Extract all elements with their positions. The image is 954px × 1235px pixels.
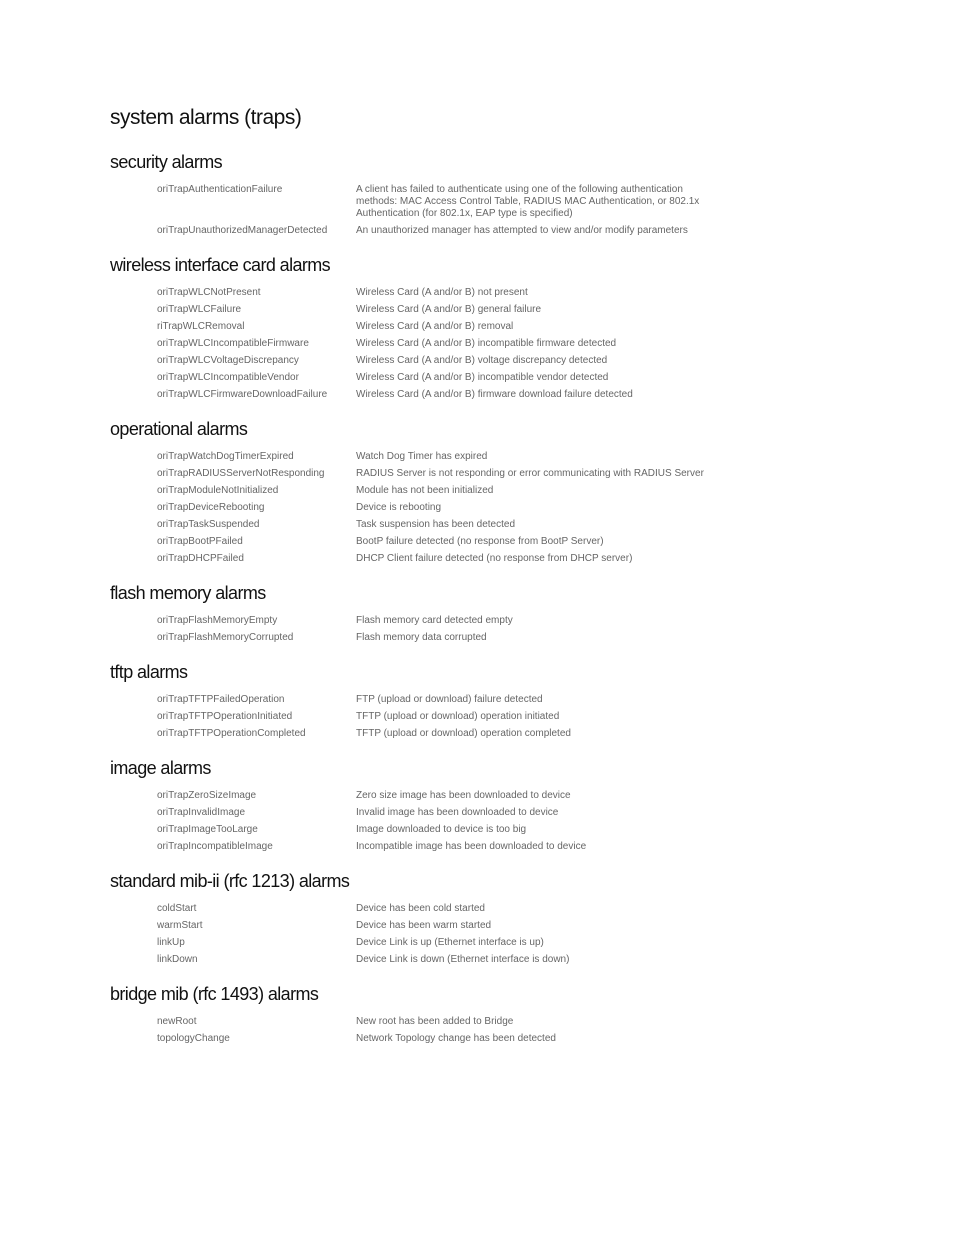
alarm-row bbox=[157, 304, 870, 316]
alarm-name: linkUp bbox=[157, 937, 185, 948]
alarm-description: A client has failed to authenticate using one of the following authentication methods: MAC Access Control Table, RADIUS MAC Authentication, or 802.1x Authentication (for 802.1x, EAP type is specified) bbox=[356, 184, 700, 219]
alarm-name: oriTrapWLCIncompatibleFirmware bbox=[157, 338, 309, 349]
alarm-name: oriTrapAuthenticationFailure bbox=[157, 184, 283, 195]
section-standard-mib-ii-alarms bbox=[110, 869, 870, 982]
alarm-description: Watch Dog Timer has expired bbox=[356, 451, 488, 462]
alarm-name: oriTrapDHCPFailed bbox=[157, 553, 244, 564]
alarm-row bbox=[157, 519, 870, 531]
alarm-name: oriTrapTaskSuspended bbox=[157, 519, 260, 530]
alarm-row bbox=[157, 1016, 870, 1028]
alarm-name: oriTrapTFTPFailedOperation bbox=[157, 694, 285, 705]
alarm-row bbox=[157, 1033, 870, 1045]
alarm-name: oriTrapZeroSizeImage bbox=[157, 790, 257, 801]
alarm-row bbox=[157, 553, 870, 565]
alarm-name: oriTrapModuleNotInitialized bbox=[157, 485, 279, 496]
alarm-row bbox=[157, 338, 870, 350]
alarm-row bbox=[157, 615, 870, 627]
alarm-row bbox=[157, 502, 870, 514]
alarm-name: oriTrapWLCIncompatibleVendor bbox=[157, 372, 299, 383]
alarm-description: Wireless Card (A and/or B) removal bbox=[356, 321, 514, 332]
alarm-row bbox=[157, 694, 870, 706]
alarm-name: oriTrapWLCFirmwareDownloadFailure bbox=[157, 389, 328, 400]
alarm-row bbox=[157, 728, 870, 740]
alarm-row bbox=[157, 790, 870, 802]
section-tftp-alarms bbox=[110, 660, 870, 756]
section-flash-memory-alarms bbox=[110, 581, 870, 660]
alarm-name: oriTrapDeviceRebooting bbox=[157, 502, 265, 513]
alarm-row bbox=[157, 225, 870, 237]
section-heading: security alarms bbox=[110, 152, 223, 172]
alarm-row bbox=[157, 468, 870, 480]
alarm-description: Flash memory card detected empty bbox=[356, 615, 513, 626]
alarm-name: topologyChange bbox=[157, 1033, 230, 1044]
alarm-row bbox=[157, 485, 870, 497]
alarm-row bbox=[157, 321, 870, 333]
section-image-alarms bbox=[110, 756, 870, 869]
alarm-description: Device Link is up (Ethernet interface is up) bbox=[356, 937, 544, 948]
alarm-description: Wireless Card (A and/or B) not present bbox=[356, 287, 528, 298]
alarm-description: Network Topology change has been detected bbox=[356, 1033, 556, 1044]
alarm-description: Wireless Card (A and/or B) voltage discrepancy detected bbox=[356, 355, 608, 366]
section-security-alarms bbox=[110, 150, 870, 253]
alarm-description: An unauthorized manager has attempted to view and/or modify parameters bbox=[356, 225, 688, 236]
alarm-name: oriTrapWatchDogTimerExpired bbox=[157, 451, 294, 462]
alarm-name: linkDown bbox=[157, 954, 198, 965]
alarm-description: RADIUS Server is not responding or error communicating with RADIUS Server bbox=[356, 468, 704, 479]
alarm-row bbox=[157, 536, 870, 548]
alarm-description: FTP (upload or download) failure detected bbox=[356, 694, 543, 705]
alarm-row bbox=[157, 632, 870, 644]
section-heading: image alarms bbox=[110, 758, 211, 778]
alarm-description: Invalid image has been downloaded to device bbox=[356, 807, 559, 818]
section-heading: operational alarms bbox=[110, 419, 248, 439]
alarm-name: oriTrapFlashMemoryEmpty bbox=[157, 615, 278, 626]
alarm-name: warmStart bbox=[157, 920, 203, 931]
alarm-name: oriTrapTFTPOperationCompleted bbox=[157, 728, 306, 739]
alarm-description: New root has been added to Bridge bbox=[356, 1016, 514, 1027]
alarm-name: oriTrapImageTooLarge bbox=[157, 824, 258, 835]
alarm-row bbox=[157, 824, 870, 836]
section-bridge-mib-alarms bbox=[110, 982, 870, 1045]
alarm-description: Task suspension has been detected bbox=[356, 519, 515, 530]
alarm-name: oriTrapWLCVoltageDiscrepancy bbox=[157, 355, 299, 366]
alarm-name: oriTrapBootPFailed bbox=[157, 536, 243, 547]
alarm-name: coldStart bbox=[157, 903, 197, 914]
alarm-row bbox=[157, 954, 870, 966]
alarm-row bbox=[157, 920, 870, 932]
alarm-description: Wireless Card (A and/or B) general failure bbox=[356, 304, 542, 315]
alarm-description: TFTP (upload or download) operation completed bbox=[356, 728, 571, 739]
alarm-row bbox=[157, 451, 870, 463]
alarm-name: riTrapWLCRemoval bbox=[157, 321, 245, 332]
alarm-name: oriTrapIncompatibleImage bbox=[157, 841, 273, 852]
alarm-row bbox=[157, 372, 870, 384]
alarm-description: Device has been cold started bbox=[356, 903, 485, 914]
alarm-description: Device is rebooting bbox=[356, 502, 442, 513]
section-heading: standard mib-ii (rfc 1213) alarms bbox=[110, 871, 350, 891]
alarm-description: Wireless Card (A and/or B) incompatible firmware detected bbox=[356, 338, 617, 349]
alarm-row bbox=[157, 807, 870, 819]
alarm-name: oriTrapInvalidImage bbox=[157, 807, 246, 818]
section-wireless-interface-card-alarms bbox=[110, 253, 870, 417]
alarm-row bbox=[157, 287, 870, 299]
alarm-description: BootP failure detected (no response from BootP Server) bbox=[356, 536, 604, 547]
alarm-name: oriTrapFlashMemoryCorrupted bbox=[157, 632, 294, 643]
alarm-description: Zero size image has been downloaded to device bbox=[356, 790, 571, 801]
section-operational-alarms bbox=[110, 417, 870, 581]
alarm-description: Wireless Card (A and/or B) incompatible vendor detected bbox=[356, 372, 609, 383]
alarm-name: oriTrapTFTPOperationInitiated bbox=[157, 711, 293, 722]
alarm-description: DHCP Client failure detected (no response from DHCP server) bbox=[356, 553, 633, 564]
alarm-description: Wireless Card (A and/or B) firmware download failure detected bbox=[356, 389, 633, 400]
alarm-description: Flash memory data corrupted bbox=[356, 632, 487, 643]
alarm-row bbox=[157, 389, 870, 401]
alarm-name: oriTrapUnauthorizedManagerDetected bbox=[157, 225, 328, 236]
alarm-row bbox=[157, 937, 870, 949]
alarm-description: Image downloaded to device is too big bbox=[356, 824, 527, 835]
document-page bbox=[110, 104, 870, 1050]
alarm-name: oriTrapRADIUSServerNotResponding bbox=[157, 468, 325, 479]
alarm-description: Device has been warm started bbox=[356, 920, 492, 931]
alarm-row bbox=[157, 355, 870, 367]
section-heading: flash memory alarms bbox=[110, 583, 266, 603]
alarm-name: oriTrapWLCNotPresent bbox=[157, 287, 261, 298]
section-heading: wireless interface card alarms bbox=[110, 255, 331, 275]
alarm-description: Incompatible image has been downloaded to device bbox=[356, 841, 587, 852]
alarm-row bbox=[157, 841, 870, 853]
alarm-name: newRoot bbox=[157, 1016, 197, 1027]
alarm-description: Device Link is down (Ethernet interface is down) bbox=[356, 954, 570, 965]
alarm-description: TFTP (upload or download) operation initiated bbox=[356, 711, 560, 722]
page-title: system alarms (traps) bbox=[110, 106, 302, 129]
alarm-row bbox=[157, 903, 870, 915]
alarm-description: Module has not been initialized bbox=[356, 485, 494, 496]
alarm-row bbox=[157, 184, 870, 220]
section-heading: bridge mib (rfc 1493) alarms bbox=[110, 984, 319, 1004]
section-heading: tftp alarms bbox=[110, 662, 188, 682]
alarm-row bbox=[157, 711, 870, 723]
alarm-name: oriTrapWLCFailure bbox=[157, 304, 242, 315]
